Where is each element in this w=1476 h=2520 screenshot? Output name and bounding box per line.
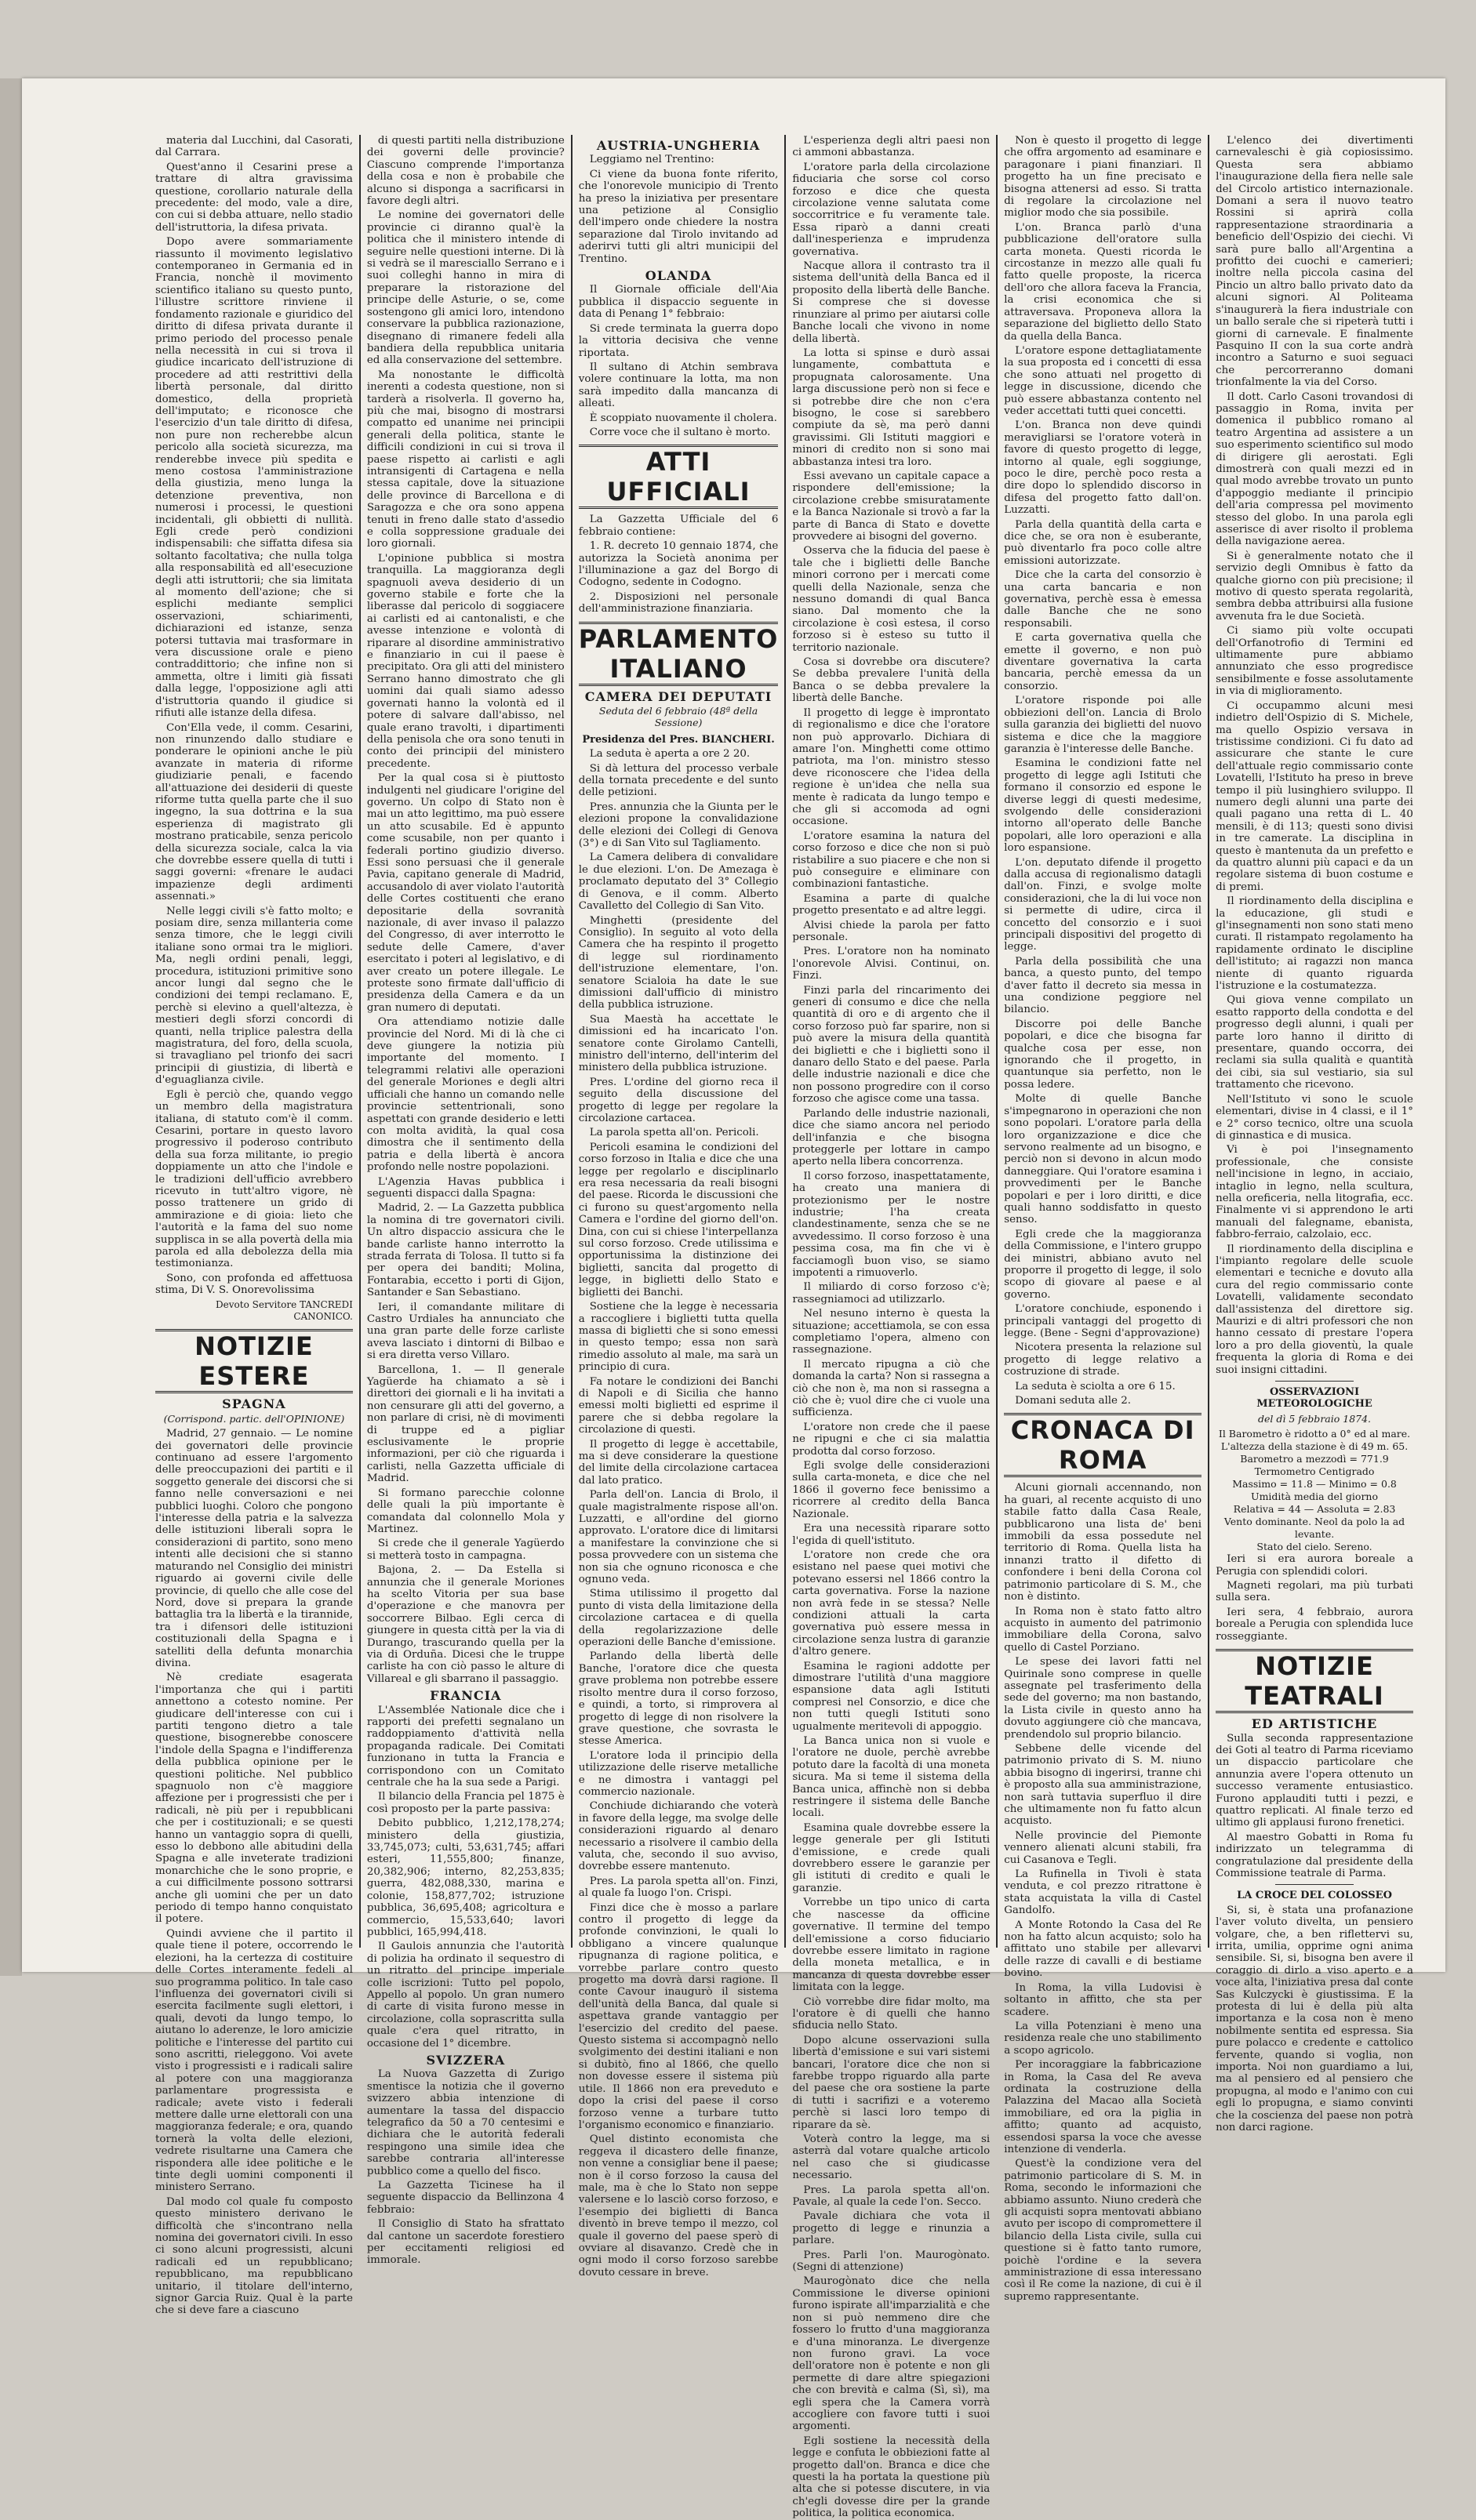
article-paragraph: Per la qual cosa si è piuttosto indulgenti nel giudicare l'origine del governo. Un colpo di Stato non è mai un atto legittimo, ma può essere un atto scusabile. Ed è appunto come scusabile, non per quanto i federali portino giudizio diverso. Essi sono persuasi che il generale Pavia, capitano generale di Madrid, accusandolo di aver violato l'autorità delle Cortes costituenti che erano depositarie della sovranità nazionale, di aver invaso il palazzo del Congresso, di aver interrotto le sedute delle Camere, d'aver esercitato i poteri al legislativo, e di aver creato un potere illegale. Le proteste sono firmate dall'ufficio di presidenza della Camera e da un gran numero di deputati. <box>366 772 565 1014</box>
article-paragraph: La Banca unica non si vuole e l'oratore ne duole, perchè avrebbe potuto dare la facoltà di una moneta sicura. Ma si teme il sistema della Banca unica, affinchè non si debba restringere il sistema delle Banche locali. <box>792 1735 991 1820</box>
article-paragraph: Voterà contro la legge, ma si asterrà dal votare qualche articolo nel caso che si giudicasse necessario. <box>792 2133 991 2182</box>
article-paragraph: Ci siamo più volte occupati dell'Orfanotrofio di Termini ed ultimamente pure abbiamo annunziato che esso progredisce sensibilmente e fosse assolutamente in via di miglioramento. <box>1216 625 1413 698</box>
subsection-heading: CAMERA DEI DEPUTATI <box>584 688 773 704</box>
article-paragraph: Per incoraggiare la fabbricazione in Roma, la Casa del Re aveva ordinata la costruzione della Palazzina del Macao alla Società immobiliare, ed ora la piglia in affitto; quanto ad acquisto, essendosi sparsa la voce che avesse intenzione di venderla. <box>1004 2059 1202 2155</box>
article-paragraph: Dal modo col quale fu composto questo ministero derivano le difficoltà che s'incontrano nella nomina dei governatori civili. In esso ci sono alcuni progressisti, alcuni radicali ed un repubblicano; repubblicano, ma repubblicano unitario, il titolare dell'interno, signor Garcia Ruiz. Qual è la parte che si deve fare a ciascuno <box>155 2195 353 2317</box>
column-3 <box>571 135 785 2279</box>
article-paragraph: Ieri si era aurora boreale a Perugia con splendidi colori. <box>1216 1553 1413 1578</box>
article-paragraph: Pres. L'oratore non ha nominato l'onorevole Alvisi. Continui, on. Finzi. <box>792 946 991 982</box>
article-paragraph: La Gazzetta Ticinese ha il seguente dispaccio da Bellinzona 4 febbraio: <box>366 2180 565 2216</box>
article-paragraph: Pres. Parli l'on. Maurogònato. (Segni di attenzione) <box>792 2249 991 2274</box>
article-paragraph: Finzi dice che è mosso a parlare contro il progetto di legge da profonde convinzioni, le quali lo obbligano a vincere qualunque ripugnanza di ragione politica, e vorrebbe parlare contro questo progetto ma dovrà darsi ragione. Il conte Cavour inaugurò il sistema dell'unità della Banca, dal quale si aspettava grande vantaggio per l'esercizio del credito del paese. Questo sistema si accompagnò nello svolgimento dei destini italiani e non si dubitò, fino al 1866, che quello non dovesse essere il sistema più utile. Il 1866 non era preveduto e dopo la crisi del paese il corso forzoso venne a turbare tutto l'organismo economico e finanziario. <box>578 1901 779 2131</box>
divider <box>1275 1884 1354 1885</box>
article-paragraph: Parla della quantità della carta e dice che, se ora non è esuberante, può diventarlo fra poco colle altre emissioni autorizzate. <box>1004 518 1202 567</box>
article-paragraph: Egli è perciò che, quando veggo un membro della magistratura italiana, di statuto com'è il comm. Cesarini, portare in questo lavoro progressivo il poderoso contributo della sua forza militante, io pregio doppiamente un atto che l'indole e le tradizioni dell'ufficio avrebbero ricevuto in tutt'altro vigore, nè posso trattenere un grido di ammirazione e di gioia: lieto che l'autorità e la fama del suo nome supplisca in se alla povertà della mia parola ed alla debolezza della mia testimonianza. <box>155 1088 353 1270</box>
article-paragraph: Esamina le condizioni fatte nel progetto di legge agli Istituti che formano il consorzio ed espone le diverse leggi di questi medesime, svolgendo delle considerazioni intorno all'operato delle Banche popolari, alle loro operazioni e alla loro espansione. <box>1004 757 1202 855</box>
article-paragraph: La Camera delibera di convalidare le due elezioni. L'on. De Amezaga è proclamato deputato del 3° Collegio di Genova, e il comm. Alberto Cavalletto del Collegio di San Vito. <box>578 851 779 913</box>
subsection-heading: FRANCIA <box>430 1688 502 1704</box>
article-paragraph: Dopo avere sommariamente riassunto il movimento legislativo contemporaneo in Germania ed in Francia, nonchè il movimento scientifico italiano su questo punto, l'illustre scrittore rinviene il fondamento razionale e giuridico del diritto di difesa privata durante il primo periodo del processo penale nella necessità in cui si trova il giudice incaricato dell'istruzione di procedere ad atti restrittivi della libertà personale, dal diritto domestico, della proprietà dell'imputato; e riconosce che l'esercizio d'un tale diritto di difesa, non pure non recherebbe alcun pericolo alla società sicurezza, ma renderebbe invece più spedita e meno costosa l'amministrazione della giustizia, meno lunga la detenzione preventiva, non numerosi i processi, le questioni incidentali, gli obbietti di nullità. Egli crede però condizioni indispensabili: che siffatta difesa sia soltanto facoltativa; che nulla tolga alla responsabilità ed all'esecuzione degli atti istruttorii; che sia limitata al momento dell'azione; che si esplichi mediante semplici osservazioni, schiarimenti, dichiarazioni ed istanze, senza potersi tuttavia mai trasformare in vera discussione orale e pieno contraddittorio; che infine non si ammetta, oltre i limiti già fissati dalla legge, l'opposizione agli atti d'istruttoria quando il giudice si rifiuti alle istanze della difesa. <box>155 236 353 720</box>
weather-line: Stato del cielo. Sereno. <box>1256 1541 1372 1553</box>
article-paragraph: La seduta è aperta a ore 2 20. <box>589 748 751 761</box>
article-paragraph: Quest'è la condizione vera del patrimonio particolare di S. M. in Roma, secondo le informazioni che abbiamo assunto. Niuno crederà che gli acquisti sopra mentovati abbiano avuto per iscopo di compromettere il bilancio della Lista civile, sulla cui questione si è fatto tanto rumore, poichè l'ordine e la severa amministrazione di essa interessano così il Re come la nazione, di cui è il supremo rappresentante. <box>1004 2158 1202 2303</box>
article-paragraph: Si dà lettura del processo verbale della tornata precedente e del sunto delle petizioni. <box>578 762 779 799</box>
article-paragraph: Qui giova venne compilato un esatto rapporto della condotta e del progresso degli alunni, i quali per parte loro hanno il diritto di presentare, quando occorra, dei reclami sia sulla qualità e quantità dei cibi, sia sul vestiario, sia sul trattamento che ricevono. <box>1216 994 1413 1091</box>
article-paragraph: Al maestro Gobatti in Roma fu indirizzato un telegramma di congratulazione dal presidente della Commissione teatrale di Parma. <box>1216 1831 1413 1879</box>
article-paragraph: Barcellona, 1. — Il generale Yagüerde ha chiamato a sè i direttori dei giornali e li ha invitati a non censurare gli atti del governo, a non parlare di crisi, nè di movimenti di truppe ed a pigliar esclusivamente le proprie informazioni, per ciò che riguarda i carlisti, nella Gazzetta ufficiale di Madrid. <box>366 1363 565 1485</box>
article-paragraph: L'elenco dei divertimenti carnevaleschi è già copiosissimo. Questa sera abbiamo l'inaugurazione della fiera nelle sale del Circolo artistico internazionale. Domani a sera il nuovo teatro Rossini si aprirà colla rappresentazione straordinaria a beneficio dell'Ospizio dei ciechi. Vi sarà pure ballo all'Argentina a profitto dei cuochi e camerieri; inoltre nella piccola casina del Pincio un altro ballo privato dato da alcuni signori. Al Politeama s'inaugurerà la fiera industriale con un ballo serale che si ripeterà tutti i giorni di carnevale. E finalmente Pasquino II con la sua corte andrà incontro a Saturno e suoi seguaci che percorreranno domani trionfalmente la via del Corso. <box>1216 135 1413 389</box>
article-paragraph: Magneti regolari, ma più turbati sulla sera. <box>1216 1580 1413 1604</box>
article-paragraph: Finzi parla del rincarimento dei generi di consumo e dice che nella quantità di oro e di argento che il corso forzoso può far sparire, non si può avere la misura della quantità dei biglietti e che i biglietti sono il danaro dello Stato e del paese. Parla delle industrie nazionali e dice che non possono progredire con il corso forzoso che agisce come una tassa. <box>792 984 991 1106</box>
article-paragraph: Pres. annunzia che la Giunta per le elezioni propone la convalidazione delle elezioni dei Collegi di Genova (3°) e di San Vito sul Tagliamento. <box>578 801 779 850</box>
article-paragraph: Vi è poi l'insegnamento professionale, che consiste nell'incisione in legno, in acciaio, intaglio in legno, nella scultura, nella oreficeria, nella litografia, ecc. Finalmente vi si apprendono le arti manuali del falegname, ebanista, fabbro-ferraio, calzolaio, ecc. <box>1216 1144 1413 1241</box>
article-paragraph: Quest'anno il Cesarini prese a trattare di altra gravissima questione, corollario naturale della precedente: del modo, vale a dire, con cui si debba attuare, nello stadio dell'istruttoria, la difesa privata. <box>155 161 353 234</box>
article-paragraph: Sono, con profonda ed affettuosa stima, Di V. S. Onorevolissima <box>155 1272 353 1297</box>
article-paragraph: Non è questo il progetto di legge che offra argomento ad esaminare e paragonare i piani finanziari. Il progetto ha un fine precisato e bisogna attenersi ad esso. Si tratta di regolare la circolazione nel miglior modo che sia possibile. <box>1004 135 1202 220</box>
article-paragraph: Le nomine dei governatori delle provincie ci diranno qual'è la politica che il ministero intende di seguire nelle questioni interne. Di là si vedrà se il maresciallo Serrano e i suoi colleghi hanno in mira di preparare la ristorazione del principe delle Asturie, o se, come sostengono gli amici loro, intendono conservare la pubblica razionazione, disegnano di rimanere fedeli alla bandiera della repubblica unitaria ed alla conservazione del settembre. <box>366 209 565 367</box>
article-paragraph: Pavale dichiara che vota il progetto di legge e rinunzia a parlare. <box>792 2210 991 2247</box>
article-paragraph: Parlando della libertà delle Banche, l'oratore dice che questa grave problema non potrebbe essere risolto mentre dura il corso forzoso, e quindi, a torto, si rimprovera al progetto di legge di non risolvere la grave questione, che sovrasta le stesse America. <box>578 1650 779 1748</box>
subtitle: del dì 5 febbraio 1874. <box>1258 1412 1372 1425</box>
subtitle: (Corrispond. partic. dell'OPINIONE) <box>163 1412 345 1425</box>
article-paragraph: In Roma, la villa Ludovisi è soltanto in affitto, che sta per scadere. <box>1004 1981 1202 2018</box>
article-paragraph: Si è generalmente notato che il servizio degli Omnibus è fatto da qualche giorno con più precisione; il motivo di questo sperata regolarità, sembra debba attribuirsi alla fusione avvenuta fra le due Società. <box>1216 550 1413 623</box>
article-paragraph: Era una necessità riparare sotto l'egida di quell'istituto. <box>792 1523 991 1547</box>
article-paragraph: Il miliardo di corso forzoso c'è; rassegniamoci ad utilizzarlo. <box>792 1281 991 1305</box>
article-paragraph: Ci occupammo alcuni mesi indietro dell'Ospizio di S. Michele, ma quello Ospizio versava in tristissime condizioni. Ci fu dato ad assicurare che stante le cure dell'attuale regio commissario conte Lovatelli, l'Istituto ha preso in breve tempo il più lusinghiero sviluppo. Il numero degli alunni una parte dei quali pagano una retta di L. 40 mensili, è di 113; questi sono divisi in tre camerate. La disciplina in questo è mantenuta da un prefetto e da quattro alunni più capaci e da un regolare sistema di buon costume e di premi. <box>1216 699 1413 893</box>
article-paragraph: Ma nonostante le difficoltà inerenti a codesta questione, non si tarderà a risolverla. Il governo ha, più che mai, bisogno di mostrarsi compatto ed unanime nei principii generali della politica, stante le difficili condizioni in cui si trova il paese rispetto ai carlisti e agli intransigenti di Cartagena e nella stessa capitale, dove la situazione delle province di Barcellona e di Saragozza e che ora sono appena tenuti in freno dalle stato d'assedio e colla soppressione graduale dei loro giornali. <box>366 369 565 550</box>
article-paragraph: Sua Maestà ha accettate le dimissioni ed ha incaricato l'on. senatore conte Girolamo Cantelli, ministro dell'interno, dell'interim del ministero della pubblica istruzione. <box>578 1013 779 1074</box>
article-paragraph: La Gazzetta Ufficiale del 6 febbraio contiene: <box>578 514 779 538</box>
article-paragraph: La Nuova Gazzetta di Zurigo smentisce la notizia che il governo svizzero abbia intenzione di aumentare la tassa del dispaccio telegrafico da 50 a 70 centesimi e dichiara che le autorità federali respingono una simile idea che sarebbe contraria all'interesse pubblico come a quello del fisco. <box>366 2068 565 2177</box>
article-paragraph: Minghetti (presidente del Consiglio). In seguito al voto della Camera che ha respinto il progetto di legge sul riordinamento dell'istruzione elementare, l'on. senatore Scialoia ha date le sue dimissioni dall'ufficio di ministro della pubblica istruzione. <box>578 914 779 1011</box>
article-paragraph: Osserva che la fiducia del paese è tale che i biglietti delle Banche minori corrono per i mercati come quelli della Nazionale, senza che nessuno domandi di qual Banca siano. Dal momento che la circolazione è così estesa, il corso forzoso si è esteso su tutto il territorio nazionale. <box>792 545 991 654</box>
article-paragraph: Sostiene che la legge è necessaria a raccogliere i biglietti tutta quella massa di biglietti che si sono emessi in questo tempo; essa non sarà rimedio assoluto al male, ma sarà un principio di cura. <box>578 1301 779 1374</box>
article-paragraph: L'oratore espone dettagliatamente la sua proposta ed i concetti di essa che sono attuati nel progetto di legge in discussione, dicendo che può essere abbastanza contento nel veder accettati tutti quei concetti. <box>1004 344 1202 417</box>
signature: Devoto Servitore TANCREDI CANONICO. <box>216 1298 353 1322</box>
article-paragraph: Il mercato ripugna a ciò che domanda la carta? Non si rassegna a ciò che non è, ma non si rassegna a ciò che è; vuol dire che ci vuole una sufficienza. <box>792 1358 991 1419</box>
article-paragraph: Dice che la carta del consorzio è una carta bancaria e non governativa, perchè essa è emessa dalle Banche che ne sono responsabili. <box>1004 569 1202 630</box>
article-paragraph: Egli svolge delle considerazioni sulla carta-moneta, e dice che nel 1866 il governo fece benissimo a ricorrere al credito della Banca Nazionale. <box>792 1460 991 1520</box>
article-paragraph: Corre voce che il sultano è morto. <box>589 426 771 438</box>
section-heading: NOTIZIE ESTERE <box>155 1329 353 1393</box>
article-paragraph: Alvisi chiede la parola per fatto personale. <box>792 919 991 943</box>
article-paragraph: La seduta è sciolta a ore 6 15. <box>1015 1380 1176 1393</box>
article-paragraph: Leggiamo nel Trentino: <box>589 154 714 166</box>
article-paragraph: Il Consiglio di Stato ha sfrattato dal cantone un sacerdote forestiero per eccitamenti religiosi ed immorale. <box>366 2218 565 2267</box>
article-paragraph: Il progetto di legge è improntato di regionalismo e dice che l'oratore non può approvarlo. Dichiara di amare l'on. Minghetti come ottimo patriota, ma l'on. ministro stesso deve riconoscere che l'idea della regione è un'idea che nella sua mente è radicata da lungo tempo e che gli si accomoda ad ogni occasione. <box>792 706 991 828</box>
article-paragraph: L'oratore non crede che il paese ne ripugni e che ci sia malattia prodotta dal corso forzoso. <box>792 1421 991 1458</box>
article-paragraph: Ci viene da buona fonte riferito, che l'onorevole municipio di Trento ha preso la iniziativa per presentare una petizione al Consiglio dell'impero onde chiedere la nostra separazione dal Tirolo invitando ad aderirvi tutti gli altri municipii del Trentino. <box>578 168 779 265</box>
weather-line: Massimo = 11.8 — Minimo = 0.8 <box>1232 1478 1397 1491</box>
article-paragraph: Si, si, è stata una profanazione l'aver voluto divelta, un pensiero volgare, che, a ben riflettervi su, irrita, umilia, opprime ogni anima sensibile. Si, si, bisogna ben avere il coraggio di dirlo a viso aperto e a voce alta, l'iniziativa presa dal conte Sas Kulczycki è giustissima. E la protesta di lui è della più alta importanza e la cosa non è meno nobilmente sentita ed espressa. Sia pure polacco e credente e cattolico fervente, quando si voglia, non importa. Noi non guardiamo a lui, ma al pensiero ed al pensiero che propugna, al modo e l'animo con cui egli lo propugna, e siamo convinti che la coscienza del paese non potrà non darci ragione. <box>1216 1904 1413 2134</box>
minor-heading: Presidenza del Pres. BIANCHERI. <box>582 733 775 746</box>
section-heading: NOTIZIE TEATRALI <box>1216 1649 1413 1713</box>
weather-line: Termometro Centigrado <box>1254 1465 1375 1478</box>
article-paragraph: Il Giornale officiale dell'Aia pubblica il dispaccio seguente in data di Penang 1° febbraio: <box>578 284 779 321</box>
article-paragraph: L'oratore conchiude, esponendo i principali vantaggi del progetto di legge. (Bene - Segni d'approvazione) <box>1004 1303 1202 1339</box>
article-paragraph: In Roma non è stato fatto altro acquisto in aumento del patrimonio immobiliare della Corona, salvo quello di Castel Porziano. <box>1004 1605 1202 1654</box>
article-paragraph: L'oratore loda il principio della utilizzazione delle riserve metalliche e ne dimostra i vantaggi pel commercio nazionale. <box>578 1749 779 1798</box>
article-paragraph: L'esperienza degli altri paesi non ci ammoni abbastanza. <box>792 135 991 159</box>
article-paragraph: Pres. La parola spetta all'on. Pavale, al quale la cede l'on. Secco. <box>792 2184 991 2209</box>
article-paragraph: Il bilancio della Francia pel 1875 è così proposto per la parte passiva: <box>366 1791 565 1815</box>
article-paragraph: Debito pubblico, 1,212,178,274; ministero della giustizia, 33,745,073; culti, 53,631,745; affari esteri, 11,555,800; finanze, 20,382,906; interno, 82,253,835; guerra, 482,088,330, marina e colonie, 158,877,702; istruzione pubblica, 36,695,408; agricoltura e commercio, 15,533,640; lavori pubblici, 165,994,418. <box>366 1817 565 1938</box>
article-paragraph: Si crede che il generale Yagüerdo si metterà tosto in campagna. <box>366 1538 565 1562</box>
article-paragraph: Vorrebbe un tipo unico di carta che nascesse da officine governative. Il termine del tempo dell'emissione a corso fiduciario dovrebbe essere limitato in ragione della moneta metallica, e in mancanza di questa dovrebbe esser limitata con la legge. <box>792 1897 991 1994</box>
article-paragraph: Esamina le ragioni addotte per dimostrare l'utilità d'una maggiore espansione data agli Istituti compresi nel Consorzio, e dice che non tutti quegli Istituti sono ugualmente meritevoli di appoggio. <box>792 1660 991 1733</box>
article-paragraph: 2. Disposizioni nel personale dell'amministrazione finanziaria. <box>578 590 779 615</box>
article-paragraph: Dopo alcune osservazioni sulla libertà d'emissione e sui vari sistemi bancari, l'oratore dice che non si farebbe troppo riguardo alla parte del paese che ora sostiene la parte di tutti i sacrifizi e a voteremo perchè si lasci loro tempo di riparare da sè. <box>792 2034 991 2131</box>
divider <box>1275 1381 1354 1382</box>
article-paragraph: La Rufinella in Tivoli è stata venduta, e col prezzo ritrattone è stata acquistata la villa di Castel Gandolfo. <box>1004 1868 1202 1917</box>
article-paragraph: Essi avevano un capitale capace a rispondere dell'emissione; la circolazione crebbe smisuratamente e la Banca Nazionale si trovò a far la parte di Banca di Stato e dovette provvedere ai bisogni del governo. <box>792 470 991 543</box>
subsection-heading: AUSTRIA-UNGHERIA <box>596 138 761 153</box>
article-paragraph: Maurogònato dice che nella Commissione le diverse opinioni furono ispirate all'imparzialità e che non si può nemmeno dire che fossero lo frutto d'una maggioranza e d'una minoranza. Le divergenze non furono gravi. La voce dell'oratore non è potente e non gli permette di dare altre spiegazioni che con brevità e calma (Sì, sì), ma egli spera che la Camera vorrà accogliere con favore tutti i suoi argomenti. <box>792 2275 991 2433</box>
article-paragraph: Il progetto di legge è accettabile, ma si deve considerare la questione del limite della circolazione cartacea dal lato pratico. <box>578 1438 779 1487</box>
weather-line: Umidità media del giorno <box>1251 1491 1379 1503</box>
article-paragraph: Ieri sera, 4 febbraio, aurora boreale a Perugia con splendida luce rosseggiante. <box>1216 1606 1413 1643</box>
article-paragraph: Sebbene delle vicende del patrimonio privato di S. M. niuno abbia bisogno di ingerirsi, tranne chi è proposto alla sua amministrazione, non sarà tuttavia superfluo il dire che ultimamente non fu fatto alcun acquisto. <box>1004 1742 1202 1828</box>
newspaper-columns <box>149 135 1420 2520</box>
article-paragraph: Con'Ella vede, il comm. Cesarini, non rinunzendo dallo studiare e ponderare le opinioni anche le più avanzate in materia di riforme giudiziarie penali, e facendo all'attuazione dei desiderii di queste riforme tutta quella parte che il suo ingegno, la sua dottrina e la sua esperienza di magistrato gli mostrano praticabile, senza pericolo della sicurezza sociale, calca la via che dovrebbe essere quella di tutti i saggi governi: «frenare le audaci impazienze degli ardimenti assennati.» <box>155 721 353 903</box>
article-paragraph: Fa notare le condizioni dei Banchi di Napoli e di Sicilia che hanno emessi molti biglietti ed esprime il parere che si debba regolare la circolazione di questi. <box>578 1375 779 1436</box>
article-paragraph: L'opinione pubblica si mostra tranquilla. La maggioranza degli spagnuoli aveva desiderio di un governo stabile e forte che la liberasse dal pericolo di soggiacere ai carlisti ed ai cantonalisti, e che avesse intenzione e volontà di riparare al disordine amministrativo e finanziario in cui il paese è precipitato. Ora gli atti del ministero Serrano hanno dimostrato che gli uomini dai quali siamo adesso governati hanno la volontà ed il potere di salvare dall'abisso, nel quale erano travolti, i dipartimenti della penisola che ora sono tenuti in conto dei principii del ministero precedente. <box>366 552 565 770</box>
article-paragraph: E carta governativa quella che emette il governo, e non può diventare governativa la carta bancaria, perchè emessa da un consorzio. <box>1004 632 1202 692</box>
article-paragraph: Madrid, 2. — La Gazzetta pubblica la nomina di tre governatori civili. Un altro dispaccio assicura che le bande carliste hanno interrotto la strada ferrata di Tolosa. Il tutto si fa per opera dei banditi; Molina, Fontarabia, eccetto i porti di Gijon, Santander e San Sebastiano. <box>366 1202 565 1299</box>
column-5 <box>996 135 1208 2303</box>
article-paragraph: 1. R. decreto 10 gennaio 1874, che autorizza la Società anonima per l'illuminazione a gaz del Borgo di Codogno, sedente in Codogno. <box>578 540 779 589</box>
article-paragraph: La lotta si spinse e durò assai lungamente, combattuta e propugnata calorosamente. Una larga discussione però non si fece e si potrebbe dire che non c'era bisogno, le cose si sarebbero compiute da sè, ma però danni gravissimi. Gli Istituti maggiori e minori di credito non si sono mai abbastanza intesi tra loro. <box>792 347 991 468</box>
article-paragraph: Madrid, 27 gennaio. — Le nomine dei governatori delle provincie continuano ad essere l'argomento delle preoccupazioni dei partiti e il soggetto generale dei discorsi che si fanno nelle conversazioni e nei pubblici luoghi. Coloro che pongono l'interesse della patria e la salvezza delle istituzioni liberali sopra le considerazioni di partito, sono meno intenti alle decisioni che si stanno maturando nel Consiglio dei ministri riguardo ai governi civile delle provincie, di quello che alle cose del Nord, dove si prepara la grande battaglia tra la libertà e la tirannide, tra i difensori delle istituzioni costituzionali della Spagna e i satelliti della defunta monarchia divina. <box>155 1428 353 1669</box>
page-left-edge <box>0 78 22 1976</box>
article-paragraph: L'on. Branca parlò d'una pubblicazione dell'oratore sulla carta moneta. Questi ricorda le circostanze in mezzo alle quali fu fatto quelle proposte, la ricerca dell'oro che allora faceva la Francia, la crisi economica che si attraversava. Proponeva allora la separazione del biglietto dello Stato da quella della Banca. <box>1004 221 1202 343</box>
article-paragraph: Il dott. Carlo Casoni trovandosi di passaggio in Roma, invita per domenica il pubblico romano al teatro Argentina ad assistere a un suo esperimento scientifico sul modo di dirigere gli aerostati. Egli dimostrerà con quali mezzi ed in qual modo avrebbe trovato un punto d'appoggio mediante il principio dell'aria compressa pel movimento stesso del globo. In una parola egli asserisce di aver risolto il problema della navigazione aerea. <box>1216 390 1413 548</box>
section-heading: ATTI UFFICIALI <box>579 445 779 509</box>
article-paragraph: Discorre poi delle Banche popolari, e dice che bisogna far qualche cosa per esse, non ignorando che il progetto, in quantunque sia perfetto, non le possa ledere. <box>1004 1018 1202 1091</box>
article-paragraph: L'oratore non crede che ora esistano nel paese quei motivi che potevano essersi nel 1866 contro la carta governativa. Forse la nazione non avrà fede in se stessa? Nelle condizioni attuali la carta governativa può essere messa in circolazione senza lustra di garanzie d'altro genere. <box>792 1549 991 1658</box>
article-paragraph: Pres. La parola spetta all'on. Finzi, al quale fa luogo l'on. Crispi. <box>578 1875 779 1900</box>
weather-line: Barometro a mezzodì = 771.9 <box>1240 1453 1389 1465</box>
article-paragraph: Bajona, 2. — Da Estella si annunzia che il generale Moriones ha scelto Vitoria per sua base d'operazione e che manovra per soccorrere Bilbao. Egli cerca di giungere in questa città per la via di Durango, trascurando quella per la via di Orduña. Dicesi che le truppe carliste ha con ciò passo le alture di Villareal e gli sbarrano il passaggio. <box>366 1564 565 1685</box>
article-paragraph: Stima utilissimo il progetto dal punto di vista della limitazione della circolazione cartacea e di quella della regolarizzazione delle operazioni delle Banche d'emissione. <box>578 1588 779 1649</box>
article-paragraph: L'on. deputato difende il progetto dalla accusa di regionalismo datagli dall'on. Finzi, e svolge molte considerazioni, che la di lui voce non si permette di udire, circa il concetto del consorzio e i suoi principali dispositivi del progetto di legge. <box>1004 856 1202 953</box>
article-paragraph: Si crede terminata la guerra dopo la vittoria decisiva che venne riportata. <box>578 322 779 359</box>
section-heading: CRONACA DI ROMA <box>1004 1413 1202 1477</box>
weather-line: Relativa = 44 — Assoluta = 2.83 <box>1233 1503 1396 1516</box>
article-paragraph: Nè crediate esagerata l'importanza che qui i partiti annettono a cotesto nomine. Per giudicare dell'interesse con cui i partiti tengono dietro a tale questione, bisognerebbe conoscere l'indole della Spagna e l'indifferenza della pubblica opinione per le questioni politiche. Nel pubblico spagnuolo non c'è maggiore affezione per i progressisti che per i radicali, nè più per i repubblicani che per i costituzionali; e se questi hanno un vantaggio sopra di quelli, esso lo debbono alle abitudini della Spagna e alle inveterate tradizioni monarchiche che le sono proprie, e a cui difficilmente possono sottrarsi anche gli uomini che per un dato periodo di tempo hanno conquistato il potere. <box>155 1672 353 1926</box>
article-paragraph: Il corso forzoso, inaspettatamente, ha creato una maniera di protezionismo per le nostre industrie; l'ha creata clandestinamente, senza che se ne avvedessimo. Il corso forzoso è una pessima cosa, ma fin che vi è facciamoglì buon viso, se siamo impotenti a rimuoverlo. <box>792 1170 991 1279</box>
article-paragraph: È scoppiato nuovamente il cholera. <box>589 412 777 424</box>
article-paragraph: A Monte Rotondo la Casa del Re non ha fatto alcun acquisto; solo ha affittato uno stabile per allevarvi delle razze di cavalli e di bestiame bovino. <box>1004 1919 1202 1980</box>
article-paragraph: Domani seduta alle 2. <box>1015 1395 1131 1407</box>
article-paragraph: Egli crede che la maggioranza della Commissione, e l'intero gruppo dei ministri, abbiano avuto nel proporre il progetto di legge, il solo scopo di giovare al paese e al governo. <box>1004 1228 1202 1301</box>
article-paragraph: Esamina a parte di qualche progetto presentato e ad altre leggi. <box>792 892 991 917</box>
article-paragraph: L'oratore parla della circolazione fiduciaria che sorse col corso forzoso e dice che questa circolazione venne salutata come soccorritrice e fu veramente tale. Essa riparò a danni creati dall'inesperienza e imprudenza governativa. <box>792 161 991 258</box>
minor-heading: OSSERVAZIONI METEOROLOGICHE <box>1256 1386 1372 1411</box>
minor-heading: LA CROCE DEL COLOSSEO <box>1237 1890 1392 1902</box>
article-paragraph: Ciò vorrebbe dire fidar molto, ma l'oratore è di quelli che hanno sfiducia nello Stato. <box>792 1995 991 2032</box>
subsection-heading: OLANDA <box>645 268 712 284</box>
subsection-heading: SPAGNA <box>222 1396 286 1412</box>
article-paragraph: Ieri, il comandante militare di Castro Urdiales ha annunciato che una gran parte delle forze carliste aveva lasciato i dintorni di Bilbao e si era diretta verso Villaro. <box>366 1301 565 1362</box>
article-paragraph: Alcuni giornali accennando, non ha guari, al recente acquisto di uno stabile fatto dalla Casa Reale, pubblicarono una lista de' beni immobili da essa possedute nel territorio di Roma. Quella lista ha innanzi tratto il difetto di confondere i beni della Corona col patrimonio particolare di S. M., che non è distinto. <box>1004 1482 1202 1603</box>
article-paragraph: Si formano parecchie colonne delle quali la più importante è comandata dal colonnello Mola y Martinez. <box>366 1487 565 1535</box>
article-paragraph: Il riordinamento della disciplina e la educazione, gli studi e gl'insegnamenti non sono stati meno curati. Il ristampato regolamento ha rapidamente ordinato le discipline dell'istituto; ai ragazzi non manca niente di quanto riguarda l'istruzione e la costumatezza. <box>1216 895 1413 993</box>
article-paragraph: Parla della possibilità che una banca, a questo punto, del tempo d'aver fatto il decreto sia messa in una condizione peggiore nel bilancio. <box>1004 955 1202 1016</box>
weather-line: Il Barometro è ridotto a 0° ed al mare. L'altezza della stazione è di 49 m. 65. <box>1218 1428 1411 1453</box>
article-paragraph: Quindi avviene che il partito il quale tiene il potere, occorrendo le elezioni, ha la certezza di costituire delle Cortes interamente fedeli al suo programma politico. In tale caso l'influenza dei governatori civili si esercita facilmente sugli elettori, i quali, devoti da lungo tempo, lo aiutano lo aderenze, le loro amicizie politiche e l'interesse del partito cui sono ascritti, rieleggono. Voi avete visto i progressisti e i radicali salire al potere con una maggioranza parlamentare progressista e radicale; avete visto i federali mettere dalle urne elettorali con una maggioranza federale; e ora, quando tornerà la volta delle elezioni, vedrete risultarne una Camera che rispondera alle idee politiche e le tinte degli uomini componenti il ministero Serrano. <box>155 1927 353 2194</box>
article-paragraph: di questi partiti nella distribuzione dei governi delle provincie? Ciascuno comprende l'importanza della cosa e non è probabile che alcuno si disponga a sacrificarsi in favore degli altri. <box>366 135 565 208</box>
subsection-heading: SVIZZERA <box>426 2052 506 2068</box>
article-paragraph: Nacque allora il contrasto tra il sistema dell'unità della Banca ed il proposito della libertà delle Banche. Si comprese che si dovesse rinunziare al primo per aiutarsi colle Banche locali che vivono in nome della libertà. <box>792 260 991 345</box>
article-paragraph: Nelle provincie del Piemonte vennero alienati alcuni stabili, fra cui Casanova e Tegli. <box>1004 1829 1202 1866</box>
article-paragraph: Molte di quelle Banche s'impegnarono in operazioni che non sono popolari. L'oratore parla della loro organizzazione e dice che servono realmente ad un bisogno, e perciò non si devono in alcun modo danneggiare. Qui l'oratore esamina i provvedimenti per le Banche popolari e per i loro diritti, e dice quali hanno soddisfatto in questo senso. <box>1004 1093 1202 1226</box>
article-paragraph: Nicotera presenta la relazione sul progetto di legge relativo a costruzione di strade. <box>1004 1342 1202 1378</box>
column-4 <box>784 135 996 2520</box>
article-paragraph: Parla dell'on. Lancia di Brolo, il quale magistralmente rispose all'on. Luzzatti, e all'ordine del giorno approvato. L'oratore dice di limitarsi a manifestare la convinzione che si possa provvedere con un sistema che non sia che ognuno riconosca e che ognuno veda. <box>578 1489 779 1586</box>
article-paragraph: Egli sostiene la necessità della legge e confuta le obbiezioni fatte al progetto dall'on. Branca e dice che questi la ha portata la questione più alta che si potesse discutere, in via ch'egli dovesse dire per la grande politica, la politica economica. <box>792 2435 991 2520</box>
article-paragraph: Sulla seconda rappresentazione dei Goti al teatro di Parma riceviamo un dispaccio particolare che annunzia avere l'opera ottenuto un successo veramente entusiastico. Furono applauditi tutti i pezzi, e quattro replicati. Al finale terzo ed ultimo gli applausi furono frenetici. <box>1216 1732 1413 1829</box>
article-paragraph: Cosa si dovrebbe ora discutere? Se debba prevalere l'unità della Banca o se debba prevalere la libertà delle Banche. <box>792 656 991 705</box>
article-paragraph: materia dal Lucchini, dal Casorati, dal Carrara. <box>155 135 353 159</box>
subsection-heading: ED ARTISTICHE <box>1251 1716 1378 1732</box>
section-heading: PARLAMENTO ITALIANO <box>579 622 779 686</box>
article-paragraph: Il riordinamento della disciplina e l'impianto regolare delle scuole elementari e tecniche e dovuto alla cura del regio commissario conte Lovatelli, validamente secondato dall'assistenza del direttore sig. Maurizi e di altri professori che non hanno cessato di prestare l'opera loro a pro della gioventù, la quale frequenta la gloria di Roma e dei suoi insigni cittadini. <box>1216 1243 1413 1376</box>
article-paragraph: Nel nesuno interno è questa la situazione; accettiamola, se con essa completiamo l'opera, almeno con rassegnazione. <box>792 1308 991 1356</box>
article-paragraph: Ora attendiamo notizie dalle provincie del Nord. Mi di là che ci deve giungere la notizia più importante del momento. I telegrammi relativi alle operazioni del generale Moriones e degli altri ufficiali che hanno un comando nelle provincie settentrionali, sono aspettati con grande desiderio e letti con molta avidità, la qual cosa dimostra che il sentimento della patria e della libertà è ancora profondo nelle nostre popolazioni. <box>366 1016 565 1174</box>
article-paragraph: Parlando delle industrie nazionali, dice che siamo ancora nel periodo dell'infanzia e che bisogna proteggerle per lottare in campo aperto nella libera concorrenza. <box>792 1107 991 1168</box>
column-6 <box>1208 135 1420 2134</box>
column-2 <box>359 135 571 2267</box>
article-paragraph: Il Gaulois annunzia che l'autorità di polizia ha ordinato il sequestro di un ritratto del principe imperiale colle iscrizioni: Tutto pel popolo, Appello al popolo. Un gran numero di carte di visita furono messe in circolazione, colla soprascritta sulla quale c'era quel ritratto, in occasione del 1° dicembre. <box>366 1941 565 2050</box>
article-paragraph: La parola spetta all'on. Pericoli. <box>589 1127 759 1139</box>
article-paragraph: La villa Potenziani è meno una residenza reale che uno stabilimento a scopo agricolo. <box>1004 2020 1202 2057</box>
article-paragraph: Esamina quale dovrebbe essere la legge generale per gli Istituti d'emissione, e crede quali dovrebbero essere le garanzie per gli istituti di credito e quali le garanzie. <box>792 1821 991 1894</box>
article-paragraph: L'Assemblée Nationale dice che i rapporti dei prefetti segnalano un raddoppiamento d'attività nella propaganda radicale. Dei Comitati funzionano in tutta la Francia e corrispondono con un Comitato centrale che ha la sua sede a Parigi. <box>366 1704 565 1789</box>
article-paragraph: Pres. L'ordine del giorno reca il seguito della discussione del progetto di legge per regolare la circolazione cartacea. <box>578 1076 779 1124</box>
article-paragraph: Le spese dei lavori fatti nel Quirinale sono comprese in quelle assegnate pel trasferimento della sede del governo; ma non bastando, la Lista civile in questo anno ha dovuto aggiungere ciò che mancava, prendendolo sul proprio bilancio. <box>1004 1656 1202 1741</box>
article-paragraph: Pericoli esamina le condizioni del corso forzoso in Italia e dice che una legge per regolarlo e disciplinarlo era resa necessaria da reali bisogni del paese. Ricorda le discussioni che ci furono su quest'argomento nella Camera e l'ordine del giorno dell'on. Dina, con cui si chiese l'interpellanza sul corso forzoso. Crede utilissima e opportunissima la distinzione dei biglietti, sancita dal progetto di legge, in biglietti dello Stato e biglietti dei Banchi. <box>578 1141 779 1298</box>
article-paragraph: L'oratore risponde poi alle obbiezioni dell'on. Lancia di Brolo sulla garanzia dei biglietti del nuovo sistema e dice che la maggiore garanzia è l'interesse delle Banche. <box>1004 695 1202 755</box>
article-paragraph: L'oratore esamina la natura del corso forzoso e dice che non si può ristabilire a suo piacere e che non si può conseguire e eliminare con combinazioni fantastiche. <box>792 830 991 891</box>
column-1 <box>149 135 359 2317</box>
article-paragraph: L'Agenzia Havas pubblica i seguenti dispacci dalla Spagna: <box>366 1175 565 1200</box>
article-paragraph: Quel distinto economista che reggeva il dicastero delle finanze, non venne a consigliar bene il paese; non è il corso forzoso la causa del male, ma è che lo Stato non seppe valersene e lo lasciò corso forzoso, e l'esempio dei biglietti di Banca diventò in breve tempo il mezzo, col quale il governo del paese sperò di ovviare al disavanzo. Credè che in ogni modo il corso forzoso sarebbe dovuto cessare in breve. <box>578 2133 779 2279</box>
weather-line: Vento dominante. Neol da polo la ad levante. <box>1223 1516 1405 1541</box>
article-paragraph: Conchiude dichiarando che voterà in favore della legge, ma svolge delle considerazioni riguardo al denaro necessario a risolvere il cambio della valuta, che, secondo il suo avviso, dovrebbe essere mantenuto. <box>578 1800 779 1873</box>
article-paragraph: Nell'Istituto vi sono le scuole elementari, divise in 4 classi, e il 1° e 2° corso tecnico, oltre una scuola di ginnastica e di musica. <box>1216 1093 1413 1142</box>
subtitle: Seduta del 6 febbraio (48ª della Sessione) <box>598 705 758 729</box>
article-paragraph: L'on. Branca non deve quindi meravigliarsi se l'oratore voterà in favore di questo progetto di legge, intorno al quale, egli soggiunge, poco le dire, perchè poco resta a dire dopo lo splendido discorso in difesa del progetto fatto dall'on. Luzzatti. <box>1004 419 1202 517</box>
article-paragraph: Il sultano di Atchin sembrava volere continuare la lotta, ma non sarà impedito dalla mancanza di alleati. <box>578 361 779 410</box>
article-paragraph: Nelle leggi civili s'è fatto molto; e posiam dire, senza millanteria come senza timore, che le leggi civili italiane sono ormai tra le migliori. Ma, negli ordini penali, leggi, procedura, istituzioni primitive sono ancor lungi dal segno che le condizioni dei tempi reclamano. E, perchè si elevino a quell'altezza, è mestieri degli sforzi concordi di quanti, nella triplice palestra della magistratura, del foro, della scuola, si travagliano pel trionfo dei sacri principii di giustizia, di libertà e d'eguaglianza civile. <box>155 905 353 1087</box>
